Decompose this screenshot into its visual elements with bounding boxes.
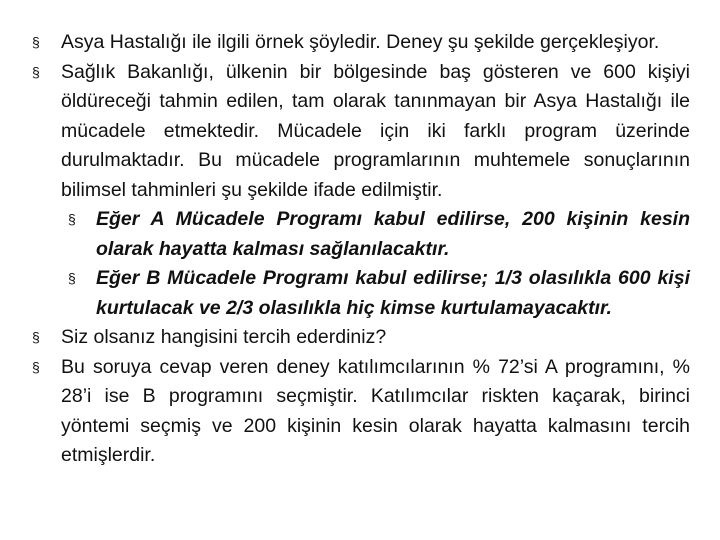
bullet-icon: § bbox=[32, 63, 40, 80]
bullet-item-intro bbox=[32, 28, 690, 58]
bullet-item-question bbox=[32, 323, 690, 353]
sub-bullet-item-program-b bbox=[68, 264, 690, 323]
sub-bullet-text: Eğer A Mücadele Programı kabul edilirse, 200 kişinin kesin olarak hayatta kalması sağlanılacaktır. bbox=[96, 208, 690, 260]
bullet-icon: § bbox=[68, 211, 76, 227]
sub-bullet-item-program-a bbox=[68, 205, 690, 264]
bullet-text: Asya Hastalığı ile ilgili örnek şöyledir. Deney şu şekilde gerçekleşiyor. bbox=[61, 31, 660, 53]
bullet-icon: § bbox=[32, 358, 40, 375]
bullet-item-result bbox=[32, 353, 690, 471]
sub-bullet-list bbox=[61, 205, 690, 323]
bullet-list bbox=[32, 28, 690, 471]
bullet-icon: § bbox=[32, 34, 40, 50]
bullet-icon: § bbox=[32, 329, 40, 345]
sub-bullet-text: Eğer B Mücadele Programı kabul edilirse; 1/3 olasılıkla 600 kişi kurtulacak ve 2/3 olasılıkla hiç kimse kurtulamayacaktır. bbox=[96, 267, 690, 319]
bullet-item-scenario bbox=[32, 58, 690, 324]
bullet-text: Bu soruya cevap veren deney katılımcılarının % 72’si A programını, % 28’i ise B programını seçmiştir. Katılımcılar riskten kaçarak, birinci yöntemi seçmiş ve 200 kişinin kesin olarak hayatta kalmasını tercih etmişlerdir. bbox=[61, 355, 690, 466]
bullet-text: Siz olsanız hangisini tercih ederdiniz? bbox=[61, 326, 387, 348]
bullet-icon: § bbox=[68, 270, 76, 286]
bullet-text: Sağlık Bakanlığı, ülkenin bir bölgesinde baş gösteren ve 600 kişiyi öldüreceği tahmin edilen, tam olarak tanınmayan bir Asya Hastalığı ile mücadele etmektedir. Mücadele için iki farklı program üzerinde durulmaktadır. Bu mücadele programlarının muhtemele sonuçlarının bilimsel tahminleri şu şekilde ifade edilmiştir. bbox=[61, 60, 690, 201]
